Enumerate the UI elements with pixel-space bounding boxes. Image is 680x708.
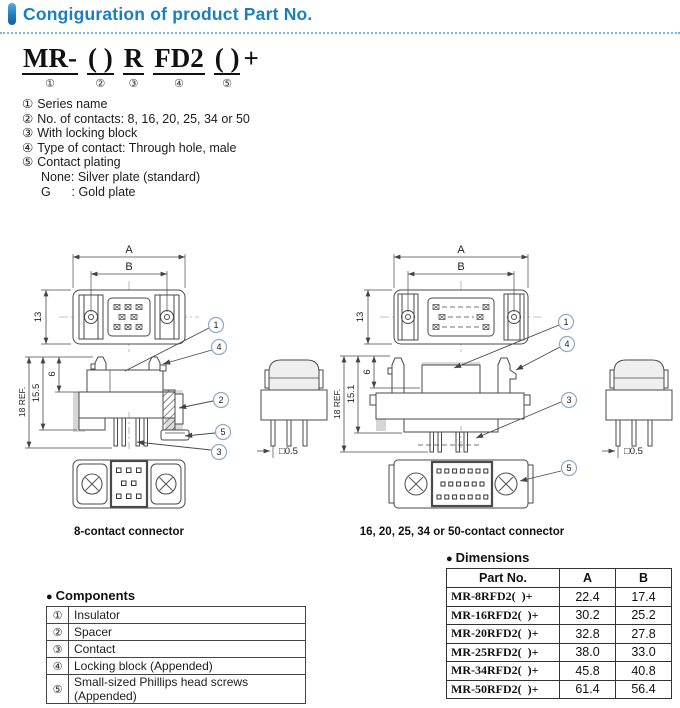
part-segment: ( ) ②: [87, 43, 113, 91]
header-pill-icon: [8, 3, 16, 25]
dim-label-6: 6: [47, 371, 58, 377]
legend-item: ⑤ Contact plating: [22, 154, 121, 170]
dim-label-B: B: [457, 261, 465, 273]
table-row: MR-25RFD2( )+ 38.0 33.0: [447, 643, 672, 662]
callout-4: 4: [564, 339, 570, 349]
table-row: MR-20RFD2( )+ 32.8 27.8: [447, 625, 672, 644]
table-row: MR-8RFD2( )+ 22.4 17.4: [447, 588, 672, 607]
components-title: ● Components: [46, 588, 136, 603]
drawing-label-8-contact: 8-contact connector: [74, 526, 184, 538]
drawing-16-50-contact: [330, 240, 680, 545]
plating-option: None: Silver plate (standard): [41, 169, 201, 184]
bullet-icon: ●: [46, 591, 53, 603]
table-row: MR-34RFD2( )+ 45.8 40.8: [447, 662, 672, 681]
drawing-label-16-50-contact: 16, 20, 25, 34 or 50-contact connector: [359, 526, 565, 538]
dim-label-A: A: [457, 244, 465, 256]
legend-item: ③ With locking block: [22, 125, 138, 141]
dim-label-pin: □0.5: [624, 446, 643, 457]
side-view: [25, 357, 189, 452]
part-segment: FD2 ④: [154, 43, 204, 91]
drawing-8-contact: [15, 240, 345, 545]
dim-label-B: B: [125, 261, 133, 273]
dim-label-pin: □0.5: [279, 446, 298, 457]
page-title: Congiguration of product Part No.: [23, 3, 313, 24]
dim-label-13: 13: [355, 311, 366, 323]
dimensions-section: [446, 550, 674, 699]
table-row: ⑤ Small-sized Phillips head screws (Appended): [47, 675, 306, 704]
part-segment: R ③: [123, 43, 144, 91]
top-view: [41, 254, 199, 352]
dim-label-18ref: 18 REF.: [17, 386, 27, 418]
mating-face-view: [73, 460, 185, 508]
dimensions-table: [446, 568, 672, 699]
callout-3: 3: [216, 447, 222, 457]
table-row: MR-16RFD2( )+ 30.2 25.2: [447, 606, 672, 625]
dim-label-151: 15.1: [346, 384, 357, 404]
mating-face-view: [389, 460, 533, 508]
dim-label-155: 15.5: [31, 383, 42, 403]
part-plus-suffix: +: [243, 43, 259, 73]
section-header: [0, 0, 680, 34]
callout-5: 5: [566, 463, 572, 473]
callout-2: 2: [218, 395, 224, 405]
legend-item: ④ Type of contact: Through hole, male: [22, 139, 237, 155]
table-row: ④ Locking block (Appended): [47, 658, 306, 675]
callout-1: 1: [213, 320, 219, 330]
end-view: [257, 360, 327, 458]
part-number-legend: [22, 97, 250, 199]
table-row: ① Insulator: [47, 607, 306, 624]
end-view: [602, 360, 672, 458]
components-table: [46, 606, 306, 704]
table-row: MR-50RFD2( )+ 61.4 56.4: [447, 680, 672, 699]
dim-label-18ref: 18 REF.: [332, 388, 342, 420]
bullet-icon: ●: [446, 553, 453, 565]
callout-4: 4: [216, 342, 222, 352]
table-row: ② Spacer: [47, 624, 306, 641]
dimensions-title: ● Dimensions: [446, 550, 530, 565]
dim-label-6: 6: [362, 369, 373, 375]
part-number-format: [22, 44, 259, 90]
part-segment: ( ) ⑤: [214, 43, 240, 91]
dim-label-13: 13: [33, 311, 44, 323]
legend-item: ① Series name: [22, 96, 108, 111]
components-section: [46, 588, 306, 704]
table-row: ③ Contact: [47, 641, 306, 658]
top-view: [364, 254, 542, 352]
callout-5: 5: [220, 427, 226, 437]
dim-label-A: A: [125, 244, 133, 256]
callout-1: 1: [563, 317, 569, 327]
plating-option: G : Gold plate: [41, 184, 136, 199]
callout-3: 3: [566, 395, 572, 405]
legend-item: ② No. of contacts: 8, 16, 20, 25, 34 or 50: [22, 110, 250, 126]
table-header-row: Part No. A B: [447, 569, 672, 588]
part-segment: MR- ①: [23, 43, 77, 91]
